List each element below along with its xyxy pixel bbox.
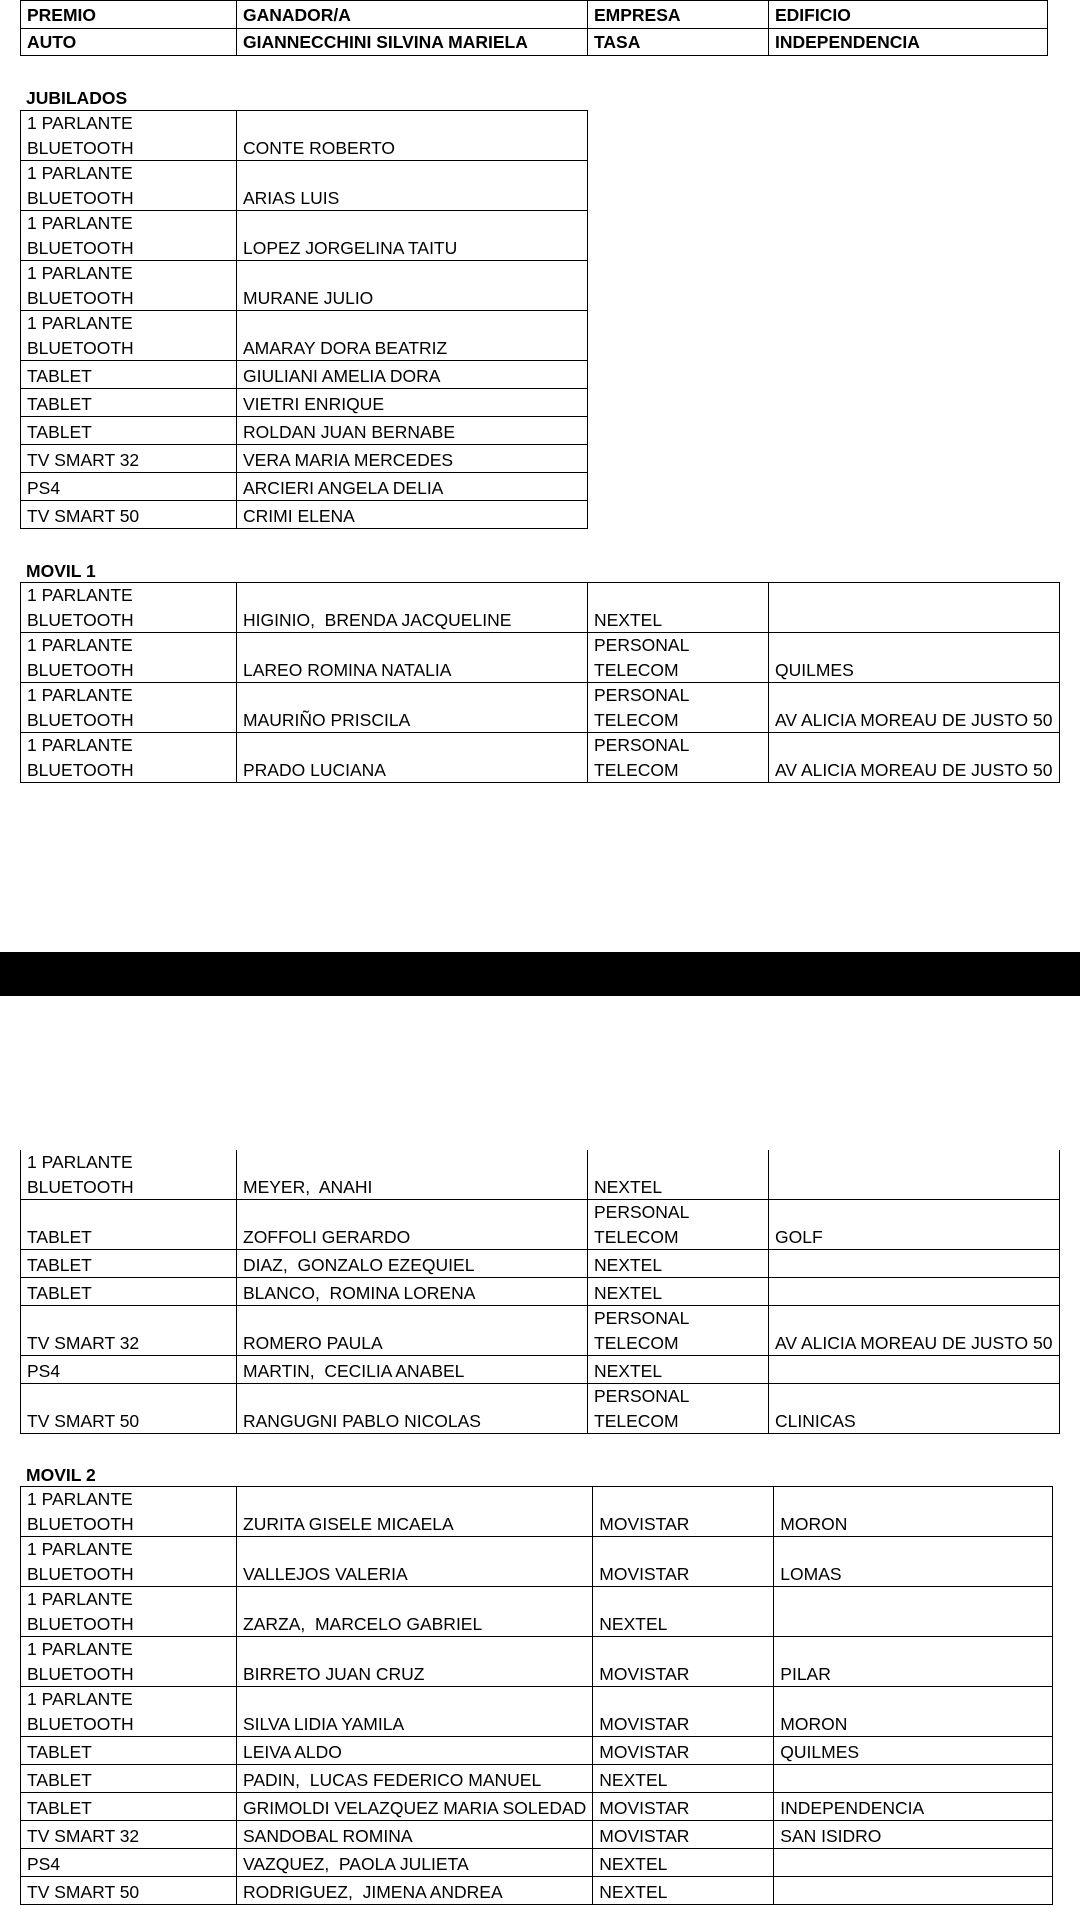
company-cell: NEXTEL <box>588 1250 769 1278</box>
column-header-premio: PREMIO <box>21 1 237 29</box>
winner-cell: MAURIÑO PRISCILA <box>237 683 588 733</box>
winner-cell: HIGINIO, BRENDA JACQUELINE <box>237 583 588 633</box>
winner-cell: BIRRETO JUAN CRUZ <box>237 1637 593 1687</box>
prize-cell: PS4 <box>21 473 237 501</box>
section-title-movil2: MOVIL 2 <box>26 1465 96 1485</box>
table-row <box>21 417 588 445</box>
winner-cell: RANGUGNI PABLO NICOLAS <box>237 1384 588 1434</box>
prize-cell: TABLET <box>21 1250 237 1278</box>
table-row <box>21 1587 1053 1637</box>
company-cell: NEXTEL <box>593 1849 774 1877</box>
table-row <box>21 1356 1060 1384</box>
table-row <box>21 473 588 501</box>
prize-cell: TABLET <box>21 1765 237 1793</box>
winner-cell: ZURITA GISELE MICAELA <box>237 1487 593 1537</box>
winner-cell: LEIVA ALDO <box>237 1737 593 1765</box>
winner-cell: SANDOBAL ROMINA <box>237 1821 593 1849</box>
building-cell <box>769 1250 1060 1278</box>
prize-cell: TV SMART 50 <box>21 1384 237 1434</box>
building-cell: AV ALICIA MOREAU DE JUSTO 50 <box>769 1306 1060 1356</box>
movil1-table <box>20 582 1060 783</box>
winner-cell: ZARZA, MARCELO GABRIEL <box>237 1587 593 1637</box>
winner-cell: GIANNECCHINI SILVINA MARIELA <box>237 29 588 56</box>
prize-cell: TV SMART 32 <box>21 1821 237 1849</box>
building-cell: MORON <box>774 1687 1053 1737</box>
prize-cell: TABLET <box>21 417 237 445</box>
prize-cell: 1 PARLANTE BLUETOOTH <box>21 1537 237 1587</box>
winner-cell: LOPEZ JORGELINA TAITU <box>237 211 588 261</box>
company-cell: MOVISTAR <box>593 1687 774 1737</box>
building-cell <box>769 1150 1060 1200</box>
prize-cell: 1 PARLANTE BLUETOOTH <box>21 311 237 361</box>
company-cell: NEXTEL <box>588 1278 769 1306</box>
table-row <box>21 1150 1060 1200</box>
table-row <box>21 1687 1053 1737</box>
winner-cell: LAREO ROMINA NATALIA <box>237 633 588 683</box>
company-cell: MOVISTAR <box>593 1737 774 1765</box>
company-cell: PERSONAL TELECOM <box>588 633 769 683</box>
prize-cell: 1 PARLANTE BLUETOOTH <box>21 1487 237 1537</box>
table-row <box>21 211 588 261</box>
winner-cell: CONTE ROBERTO <box>237 111 588 161</box>
section-title-movil1: MOVIL 1 <box>26 561 96 581</box>
table-row <box>21 1821 1053 1849</box>
winner-cell: VIETRI ENRIQUE <box>237 389 588 417</box>
winner-cell: ARIAS LUIS <box>237 161 588 211</box>
company-cell: NEXTEL <box>588 583 769 633</box>
table-row <box>21 633 1060 683</box>
company-cell: NEXTEL <box>593 1587 774 1637</box>
prize-cell: TV SMART 50 <box>21 501 237 529</box>
winner-cell: VAZQUEZ, PAOLA JULIETA <box>237 1849 593 1877</box>
table-row <box>21 733 1060 783</box>
table-row <box>21 261 588 311</box>
table-row <box>21 1737 1053 1765</box>
movil2-table <box>20 1486 1053 1905</box>
building-cell: SAN ISIDRO <box>774 1821 1053 1849</box>
prize-cell: TV SMART 32 <box>21 1306 237 1356</box>
building-cell: AV ALICIA MOREAU DE JUSTO 50 <box>769 683 1060 733</box>
prize-cell: TABLET <box>21 1200 237 1250</box>
building-cell <box>774 1849 1053 1877</box>
prize-cell: 1 PARLANTE BLUETOOTH <box>21 633 237 683</box>
prize-cell: 1 PARLANTE BLUETOOTH <box>21 161 237 211</box>
prize-cell: AUTO <box>21 29 237 56</box>
winner-cell: GIULIANI AMELIA DORA <box>237 361 588 389</box>
table-row <box>21 1384 1060 1434</box>
jubilados-table <box>20 110 588 529</box>
winner-cell: SILVA LIDIA YAMILA <box>237 1687 593 1737</box>
building-cell: PILAR <box>774 1637 1053 1687</box>
building-cell: QUILMES <box>769 633 1060 683</box>
section-title-jubilados: JUBILADOS <box>26 88 128 108</box>
prize-cell: TABLET <box>21 1737 237 1765</box>
winner-cell: AMARAY DORA BEATRIZ <box>237 311 588 361</box>
prize-cell: TV SMART 32 <box>21 445 237 473</box>
company-cell: NEXTEL <box>593 1877 774 1905</box>
building-cell <box>769 1278 1060 1306</box>
building-cell <box>774 1765 1053 1793</box>
table-row <box>21 1537 1053 1587</box>
prize-cell: 1 PARLANTE BLUETOOTH <box>21 261 237 311</box>
table-row <box>21 311 588 361</box>
winner-cell: MEYER, ANAHI <box>237 1150 588 1200</box>
company-cell: MOVISTAR <box>593 1821 774 1849</box>
building-cell: CLINICAS <box>769 1384 1060 1434</box>
prize-cell: 1 PARLANTE BLUETOOTH <box>21 683 237 733</box>
column-header-ganador: GANADOR/A <box>237 1 588 29</box>
table-row <box>21 683 1060 733</box>
prize-cell: 1 PARLANTE BLUETOOTH <box>21 1687 237 1737</box>
winner-cell: CRIMI ELENA <box>237 501 588 529</box>
table-row <box>21 1306 1060 1356</box>
prize-cell: PS4 <box>21 1849 237 1877</box>
winner-cell: DIAZ, GONZALO EZEQUIEL <box>237 1250 588 1278</box>
company-cell: MOVISTAR <box>593 1487 774 1537</box>
winner-cell: ROMERO PAULA <box>237 1306 588 1356</box>
prize-cell: TABLET <box>21 389 237 417</box>
winner-cell: RODRIGUEZ, JIMENA ANDREA <box>237 1877 593 1905</box>
building-cell <box>769 583 1060 633</box>
column-header-edificio: EDIFICIO <box>769 1 1048 29</box>
building-cell <box>774 1587 1053 1637</box>
building-cell: LOMAS <box>774 1537 1053 1587</box>
prize-cell: TV SMART 50 <box>21 1877 237 1905</box>
company-cell: NEXTEL <box>593 1765 774 1793</box>
header-table <box>20 0 1048 56</box>
table-row <box>21 583 1060 633</box>
winner-cell: ROLDAN JUAN BERNABE <box>237 417 588 445</box>
page-separator-bar <box>0 952 1080 996</box>
building-cell: INDEPENDENCIA <box>769 29 1048 56</box>
company-cell: TASA <box>588 29 769 56</box>
winner-cell: MURANE JULIO <box>237 261 588 311</box>
prize-cell: 1 PARLANTE BLUETOOTH <box>21 111 237 161</box>
table-row <box>21 1793 1053 1821</box>
winner-cell: BLANCO, ROMINA LORENA <box>237 1278 588 1306</box>
movil1-continued-table <box>20 1150 1060 1434</box>
prize-cell: PS4 <box>21 1356 237 1384</box>
company-cell: PERSONAL TELECOM <box>588 683 769 733</box>
table-row <box>21 1200 1060 1250</box>
prize-cell: 1 PARLANTE BLUETOOTH <box>21 1587 237 1637</box>
prize-cell: TABLET <box>21 1278 237 1306</box>
table-row <box>21 161 588 211</box>
prize-cell: 1 PARLANTE BLUETOOTH <box>21 583 237 633</box>
winner-cell: PADIN, LUCAS FEDERICO MANUEL <box>237 1765 593 1793</box>
table-row <box>21 1877 1053 1905</box>
building-cell <box>769 1356 1060 1384</box>
building-cell: GOLF <box>769 1200 1060 1250</box>
company-cell: PERSONAL TELECOM <box>588 1306 769 1356</box>
winner-cell: GRIMOLDI VELAZQUEZ MARIA SOLEDAD <box>237 1793 593 1821</box>
company-cell: NEXTEL <box>588 1356 769 1384</box>
prize-cell: TABLET <box>21 1793 237 1821</box>
building-cell: MORON <box>774 1487 1053 1537</box>
company-cell: PERSONAL TELECOM <box>588 1384 769 1434</box>
table-row <box>21 1250 1060 1278</box>
table-row <box>21 1278 1060 1306</box>
prize-cell: 1 PARLANTE BLUETOOTH <box>21 733 237 783</box>
company-cell: PERSONAL TELECOM <box>588 1200 769 1250</box>
building-cell: INDEPENDENCIA <box>774 1793 1053 1821</box>
prize-cell: TABLET <box>21 361 237 389</box>
table-row <box>21 29 1048 56</box>
prize-cell: 1 PARLANTE BLUETOOTH <box>21 1150 237 1200</box>
table-row <box>21 1487 1053 1537</box>
winner-cell: PRADO LUCIANA <box>237 733 588 783</box>
prize-cell: 1 PARLANTE BLUETOOTH <box>21 211 237 261</box>
winner-cell: ZOFFOLI GERARDO <box>237 1200 588 1250</box>
company-cell: PERSONAL TELECOM <box>588 733 769 783</box>
prize-cell: 1 PARLANTE BLUETOOTH <box>21 1637 237 1687</box>
building-cell <box>774 1877 1053 1905</box>
winner-cell: VERA MARIA MERCEDES <box>237 445 588 473</box>
company-cell: MOVISTAR <box>593 1793 774 1821</box>
winner-cell: MARTIN, CECILIA ANABEL <box>237 1356 588 1384</box>
table-row <box>21 1765 1053 1793</box>
table-row <box>21 389 588 417</box>
winner-cell: ARCIERI ANGELA DELIA <box>237 473 588 501</box>
header-row <box>21 1 1048 29</box>
column-header-empresa: EMPRESA <box>588 1 769 29</box>
building-cell: QUILMES <box>774 1737 1053 1765</box>
table-row <box>21 1849 1053 1877</box>
table-row <box>21 501 588 529</box>
building-cell: AV ALICIA MOREAU DE JUSTO 50 <box>769 733 1060 783</box>
table-row <box>21 111 588 161</box>
table-row <box>21 361 588 389</box>
table-row <box>21 445 588 473</box>
company-cell: MOVISTAR <box>593 1537 774 1587</box>
company-cell: NEXTEL <box>588 1150 769 1200</box>
table-row <box>21 1637 1053 1687</box>
winner-cell: VALLEJOS VALERIA <box>237 1537 593 1587</box>
company-cell: MOVISTAR <box>593 1637 774 1687</box>
